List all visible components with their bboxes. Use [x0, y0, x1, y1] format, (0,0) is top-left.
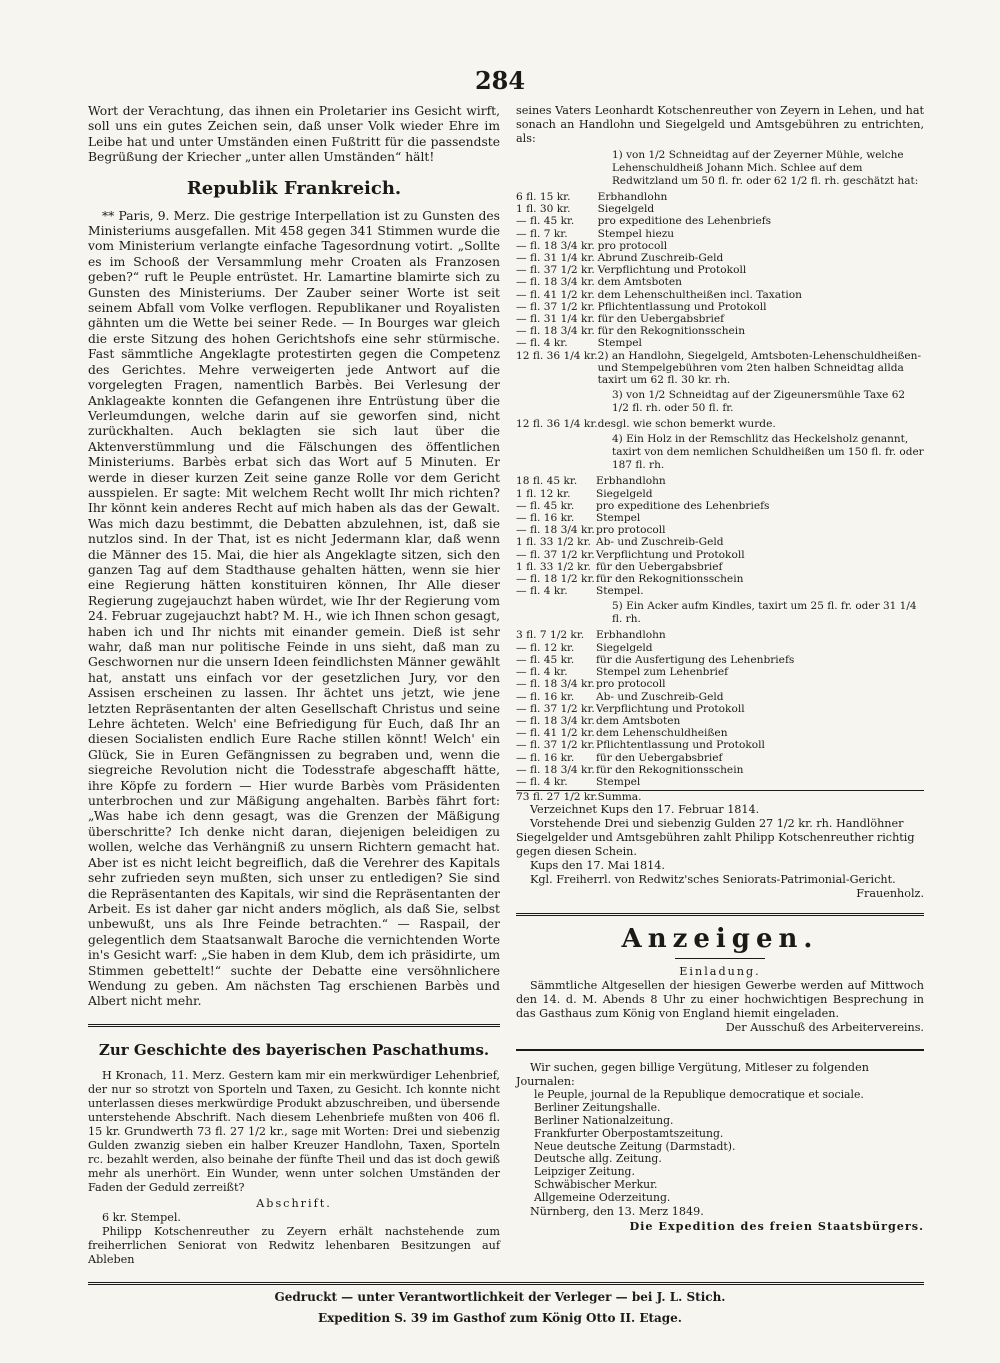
fee-description: für den Rekognitionsschein	[596, 763, 744, 776]
ausschuss-signature: Der Ausschuß des Arbeitervereins.	[725, 1021, 924, 1035]
fee-amount: — fl. 16 kr.	[516, 751, 575, 764]
fee-description: dem Amtsboten	[597, 276, 682, 289]
fee-row	[516, 289, 924, 301]
fee-row	[516, 313, 924, 325]
journal-item: Leipziger Zeitung.	[534, 1165, 635, 1179]
fee-description: für den Rekognitionsschein	[596, 573, 744, 586]
journal-item: Neue deutsche Zeitung (Darmstadt).	[534, 1139, 736, 1153]
anzeigen-divider	[516, 913, 924, 916]
fee-row	[516, 752, 924, 764]
fee-amount: — fl. 18 3/4 kr.	[516, 714, 595, 727]
fee-amount: — fl. 41 1/2 kr.	[516, 727, 595, 740]
fee-description: Siegelgeld	[597, 203, 655, 216]
fee-row	[516, 573, 924, 585]
fee-description: Verpflichtung und Protokoll	[597, 264, 747, 277]
item-5-description: 5) Ein Acker aufm Kindles, taxirt um 25 fl. fr. oder 31 1/4 fl. rh.	[612, 600, 917, 626]
fee-description: Erbhandlohn	[597, 191, 668, 203]
fee-description: desgl. wie schon bemerkt wurde.	[597, 418, 776, 431]
fee-amount: — fl. 37 1/2 kr.	[516, 264, 595, 277]
fee-description: Stempel zum Lehenbrief	[596, 666, 729, 679]
section-heading-paschathum: Zur Geschichte des bayerischen Paschathums.	[98, 1040, 490, 1059]
fee-amount: — fl. 18 3/4 kr.	[516, 524, 595, 537]
ad-divider	[516, 1049, 924, 1051]
fee-amount: — fl. 18 3/4 kr.	[516, 325, 595, 338]
fee-row	[516, 691, 924, 703]
anzeigen-heading: Anzeigen.	[621, 924, 819, 955]
journal-item: Frankfurter Oberpostamtszeitung.	[534, 1126, 724, 1140]
fee-description: Stempel	[597, 337, 642, 350]
journal-item: Allgemeine Oderzeitung.	[534, 1190, 671, 1204]
summa-label: Summa.	[597, 791, 642, 804]
fee-description: dem Lehenschuldheißen	[596, 727, 728, 740]
fee-row	[516, 764, 924, 776]
fee-row	[516, 561, 924, 573]
fee-description: pro protocoll	[597, 239, 668, 252]
einladung-text: Sämmtliche Altgesellen der hiesigen Gewerbe werden auf Mittwoch den 14. d. M. Abends 8 Uhr zu einer hochwichtigen Besprechung in das Gasthaus zum König von England hiemit eingeladen.	[516, 979, 924, 1021]
fee-amount: — fl. 37 1/2 kr.	[516, 739, 595, 752]
nurnberg-date: Nürnberg, den 13. Merz 1849.	[530, 1204, 704, 1218]
expedition-signature: Die Expedition des freien Staatsbürgers.	[629, 1218, 924, 1233]
fees-table-3	[516, 418, 924, 430]
fee-amount: 1 fl. 33 1/2 kr.	[516, 560, 591, 573]
gericht-line: Kgl. Freiherrl. von Redwitz'sches Seniorats-Patrimonial-Gericht.	[530, 873, 896, 887]
kronach-report: H Kronach, 11. Merz. Gestern kam mir ein merkwürdiger Lehenbrief, der nur so strotzt von Sporteln und Taxen, zu Gesicht. Ich konnte nicht unterlassen dieses merkwürdige Produkt abzuschreiben, und übersende unterstehende Abschrift. Nach diesem Lehenbriefe mußten von 406 fl. 15 kr. Grundwerth 73 fl. 27 1/2 kr., sage mit Worten: Drei und siebenzig Gulden zwanzig sieben ein halber Kreuzer Handlohn, Taxen, Sporteln rc. bezahlt werden, also beinahe der fünfte Theil und das ist doch gewiß mehr als unerhört. Ein Wunder, wenn unter solchen Umständen der Faden der Geduld zerreißt?	[88, 1068, 500, 1194]
kups-date: Kups den 17. Mai 1814.	[530, 859, 665, 873]
fee-amount: — fl. 4 kr.	[516, 666, 568, 679]
fee-description: Stempel	[596, 775, 641, 788]
fee-amount: 6 fl. 15 kr.	[516, 191, 571, 203]
fee-row	[516, 549, 924, 561]
fee-row	[516, 666, 924, 678]
footer-divider	[88, 1282, 924, 1285]
fee-amount: 1 fl. 33 1/2 kr.	[516, 536, 591, 549]
fee-description: Stempel.	[596, 585, 644, 598]
fee-row	[516, 512, 924, 524]
fee-row	[516, 276, 924, 288]
fee-row	[516, 475, 924, 487]
fee-row	[516, 727, 924, 739]
fee-description: pro protocoll	[596, 524, 666, 537]
footer-expedition-line: Expedition S. 39 im Gasthof zum König Otto II. Etage.	[318, 1311, 682, 1325]
fee-amount: — fl. 31 1/4 kr.	[516, 252, 595, 265]
page-number: 284	[474, 66, 526, 95]
fee-description: Stempel hiezu	[597, 227, 675, 240]
fee-amount: — fl. 18 3/4 kr.	[516, 239, 595, 252]
fee-row	[516, 642, 924, 654]
fee-amount: — fl. 18 3/4 kr.	[516, 678, 595, 691]
fee-amount: — fl. 18 3/4 kr.	[516, 276, 595, 289]
fee-description: Siegelgeld	[596, 641, 653, 654]
section-heading-republik: Republik Frankreich.	[186, 177, 402, 199]
fee-amount: — fl. 18 1/2 kr.	[516, 573, 595, 586]
fee-amount: — fl. 16 kr.	[516, 512, 575, 525]
fee-amount: — fl. 37 1/2 kr.	[516, 702, 595, 715]
fee-amount: 12 fl. 36 1/4 kr.	[516, 418, 598, 431]
fee-description: pro expeditione des Lehenbriefs	[597, 215, 772, 228]
journal-item: Berliner Zeitungshalle.	[534, 1101, 661, 1115]
journal-item: Berliner Nationalzeitung.	[534, 1113, 674, 1127]
abschrift-label: Abschrift.	[256, 1196, 332, 1210]
fee-amount: — fl. 4 kr.	[516, 337, 568, 350]
fee-row	[516, 215, 924, 227]
fee-amount: — fl. 31 1/4 kr.	[516, 313, 595, 326]
fee-amount: — fl. 18 3/4 kr.	[516, 763, 595, 776]
left-column	[88, 104, 500, 1267]
fee-amount: — fl. 37 1/2 kr.	[516, 548, 595, 561]
fee-description: Abrund Zuschreib-Geld	[597, 252, 724, 265]
fee-description: Siegelgeld	[596, 487, 653, 500]
fee-row	[516, 191, 924, 203]
verzeichnet-line: Verzeichnet Kups den 17. Februar 1814.	[530, 803, 760, 817]
fee-row	[516, 240, 924, 252]
item-1-description: 1) von 1/2 Schneidtag auf der Zeyerner Mühle, welche Lehenschuldheiß Johann Mich. Schlee auf dem Redwitzland um 50 fl. fr. oder 62 1/2 fl. rh. geschätzt hat:	[612, 149, 919, 187]
fee-row	[516, 524, 924, 536]
fee-row	[516, 739, 924, 751]
intro-paragraph: Wort der Verachtung, das ihnen ein Proletarier ins Gesicht wirft, soll uns ein gutes Zeichen sein, daß unser Volk wieder Ehre im Leibe hat und unter Umständen einen Fußtritt für die passendste Begrüßung der Kriecher „unter allen Umständen“ hält!	[88, 104, 500, 165]
footer-printer-line: Gedruckt — unter Verantwortlichkeit der Verleger — bei J. L. Stich.	[274, 1290, 726, 1304]
fee-amount: — fl. 7 kr.	[516, 227, 568, 240]
fee-row	[516, 228, 924, 240]
fee-description: Verpflichtung und Protokoll	[596, 702, 745, 715]
fee-amount: — fl. 16 kr.	[516, 690, 575, 703]
fee-description: für den Uebergabsbrief	[596, 560, 723, 573]
fees-table-4	[516, 475, 924, 597]
short-rule	[675, 958, 765, 959]
fee-description: für den Rekognitionsschein	[597, 325, 746, 338]
summa-amount: 73 fl. 27 1/2 kr.	[516, 791, 598, 804]
fee-description: für die Ausfertigung des Lehenbriefs	[596, 653, 795, 666]
item-3-description: 3) von 1/2 Schneidtag auf der Zigeunersmühle Taxe 62 1/2 fl. rh. oder 50 fl. fr.	[612, 389, 906, 415]
fee-row	[516, 536, 924, 548]
einladung-heading: Einladung.	[679, 965, 761, 979]
stempel-note: 6 kr. Stempel.	[102, 1210, 181, 1224]
fee-row	[516, 585, 924, 597]
fee-description: Verpflichtung und Protokoll	[596, 548, 745, 561]
fee-description: für den Uebergabsbrief	[596, 751, 723, 764]
fee-description: dem Lehenschultheißen incl. Taxation	[597, 288, 802, 301]
item-4-description: 4) Ein Holz in der Remschlitz das Heckelsholz genannt, taxirt von dem nemlichen Schuldheißen um 150 fl. fr. oder 187 fl. rh.	[612, 433, 924, 472]
fee-amount: 1 fl. 30 kr.	[516, 203, 571, 216]
fee-description: Ab- und Zuschreib-Geld	[596, 690, 724, 703]
philipp-paragraph: Philipp Kotschenreuther zu Zeyern erhält nachstehende zum freiherrlichen Seniorat von Redwitz lehenbaren Besitzungen auf Ableben	[88, 1224, 500, 1266]
fee-description: Ab- und Zuschreib-Geld	[596, 536, 724, 549]
fee-row	[516, 678, 924, 690]
fee-description: Erbhandlohn	[596, 629, 666, 642]
fee-amount: — fl. 45 kr.	[516, 499, 575, 512]
fee-row	[516, 654, 924, 666]
fee-row	[516, 500, 924, 512]
fee-row	[516, 264, 924, 276]
journal-list	[516, 1089, 924, 1204]
fee-amount: — fl. 41 1/2 kr.	[516, 288, 595, 301]
fee-amount: — fl. 45 kr.	[516, 653, 575, 666]
fee-description: Erbhandlohn	[596, 475, 666, 488]
fee-row	[516, 715, 924, 727]
fees-table-5	[516, 629, 924, 788]
fee-description: 2) an Handlohn, Siegelgeld, Amtsboten-Lehenschuldheißen- und Stempelgebühren vom 2ten halben Schneidtag allda taxirt um 62 fl. 30 kr. rh.	[597, 349, 922, 387]
summa-row	[516, 790, 924, 803]
fee-row	[516, 337, 924, 349]
fee-amount: 12 fl. 36 1/4 kr.	[516, 349, 598, 362]
fee-row	[516, 350, 924, 387]
fee-description: pro expeditione des Lehenbriefs	[596, 499, 770, 512]
fee-row	[516, 418, 924, 430]
fee-description: dem Amtsboten	[596, 714, 681, 727]
vorstehende-paragraph: Vorstehende Drei und siebenzig Gulden 27 1/2 kr. rh. Handlöhner Siegelgelder und Amtsgebühren zahlt Philipp Kotschenreuther richtig gegen diesen Schein.	[516, 817, 915, 859]
fee-row	[516, 325, 924, 337]
right-column	[516, 104, 924, 1233]
fee-amount: — fl. 4 kr.	[516, 775, 568, 788]
fee-description: Pflichtentlassung und Protokoll	[596, 739, 765, 752]
fee-row	[516, 776, 924, 788]
fee-description: für den Uebergabsbrief	[597, 313, 725, 326]
journal-item: Schwäbischer Merkur.	[534, 1177, 658, 1191]
journal-item: Deutsche allg. Zeitung.	[534, 1152, 662, 1166]
mitleser-text: Wir suchen, gegen billige Vergütung, Mitleser zu folgenden Journalen:	[516, 1061, 869, 1089]
fee-amount: 1 fl. 12 kr.	[516, 487, 571, 500]
fee-amount: — fl. 4 kr.	[516, 585, 568, 598]
fee-row	[516, 703, 924, 715]
fee-row	[516, 629, 924, 641]
fee-description: pro protocoll	[596, 678, 666, 691]
fee-description: Pflichtentlassung und Protokoll	[597, 300, 767, 313]
paris-report: ** Paris, 9. Merz. Die gestrige Interpellation ist zu Gunsten des Ministeriums ausgefallen. Mit 458 gegen 341 Stimmen wurde die vom Ministerium verlangte einfache Tagesordnung votirt. „Sollte es im Schooß der Versammlung mehr Croaten als Franzosen geben?“ ruft le Peuple entrüstet. Hr. Lamartine blamirte sich zu Gunsten des Ministeriums. Der Zauber seiner Worte ist seit seinem Abfall vom Volke verflogen. Republikaner und Royalisten gähnten um die Wette bei seiner Rede. — In Bourges war gleich die erste Sitzung des hohen Gerichtshofs eine sehr stürmische. Fast sämmtliche Angeklagte protestirten gegen die Competenz des Gerichtes. Mehre verweigerten jede Antwort auf die vorgelegten Fragen, namentlich Barbès. Bei Verlesung der Anklageakte konnten die Gefangenen ihre Entrüstung über die Verleumdungen, welche darin auf sie geworfen sind, nicht zurückhalten. Auch beklagten sie sich laut über die Aktenverstümmlung und die Fälschungen des öffentlichen Ministeriums. Barbès erbat sich das Wort auf 5 Minuten. Er werde in dieser kurzen Zeit seine ganze Rolle vor dem Gericht ausspielen. Er sagte: Mit welchem Recht wollt Ihr mich richten? Ihr könnt kein anderes Recht auf mich haben als das der Gewalt. Was mich dazu bestimmt, die Debatten abzulehnen, ist, daß sie nutzlos sind. In der That, ist es nicht Jedermann klar, daß wenn die Männer des 15. Mai, die hier als Angeklagte sitzen, sich den ganzen Tag auf dem Stadthause gehalten hätten, wenn sie hier eine Regierung hätten konstituiren können, Ihr Alle dieser Regierung zugejauchzt haben würdet, wie Ihr der Regierung vom 24. Februar zugejauchzt habt? M. H., wie ich Ihnen schon gesagt, haben ich und Ihr nichts mit einander gemein. Dieß ist sehr wahr, daß man nur politische Feinde in uns sieht, daß man zu Geschwornen nur die unsern Ideen feindlichsten Männer gewählt hat, anstatt uns einfach vor der gesetzlichen Jury, vor den Assisen erscheinen zu lassen. Ihr ächtet uns jetzt, wie jene letzten Repräsentanten der alten Gesellschaft Christus und seine Lehre ächteten. Welch' eine Befriedigung für Euch, daß Ihr an diesen Socialisten endlich Eure Rache stillen könnt! Welch' ein Glück, Sie in Euren Gefängnissen zu begraben und, wenn die siegreiche Revolution nicht die Todesstrafe abgeschafft hätte, ihre Köpfe zu fordern — Hier wurde Barbès vom Präsidenten unterbrochen und zur Mäßigung angehalten. Barbès fährt fort: „Was habe ich denn gesagt, was die Grenzen der Mäßigung überschritte? Ich denke nicht daran, diejenigen beleidigen zu wollen, welche das Verhängniß zu unsern Richtern gemacht hat. Aber ist es nicht leicht begreiflich, daß die Verehrer des Kapitals sehr zufrieden seyn mußten, sich unser zu entledigen? Sie sind die Repräsentanten des Kapitals, wir sind die Repräsentanten der Arbeit. Es ist daher gar nicht anders möglich, als daß Sie, selbst unbewußt, uns als Ihre Feinde betrachten.“ — Raspail, der gelegentlich dem Staatsanwalt Baroche die vernichtenden Worte in's Gesicht warf: „Sie haben in dem Klub, dem ich präsidirte, um Stimmen gebettelt!“ suchte der Debatte eine versöhnlichere Wendung zu geben. Am nächsten Tag erschienen Barbès und Albert nicht mehr.	[88, 208, 500, 1009]
fee-amount: — fl. 12 kr.	[516, 641, 575, 654]
fee-description: Stempel	[596, 512, 641, 525]
fee-row	[516, 488, 924, 500]
fee-amount: 18 fl. 45 kr.	[516, 475, 578, 488]
fee-row	[516, 252, 924, 264]
fee-row	[516, 203, 924, 215]
signer-name: Frauenholz.	[856, 887, 924, 901]
fee-row	[516, 301, 924, 313]
fee-amount: — fl. 45 kr.	[516, 215, 575, 228]
fee-amount: — fl. 37 1/2 kr.	[516, 300, 595, 313]
fees-table-1	[516, 191, 924, 386]
fee-amount: 3 fl. 7 1/2 kr.	[516, 629, 585, 642]
section-divider	[88, 1024, 500, 1027]
lehen-intro: seines Vaters Leonhardt Kotschenreuther von Zeyern in Lehen, und hat sonach an Handlohn und Siegelgeld und Amtsgebühren zu entrichten, als:	[516, 104, 924, 145]
journal-item: le Peuple, journal de la Republique democratique et sociale.	[534, 1088, 864, 1102]
